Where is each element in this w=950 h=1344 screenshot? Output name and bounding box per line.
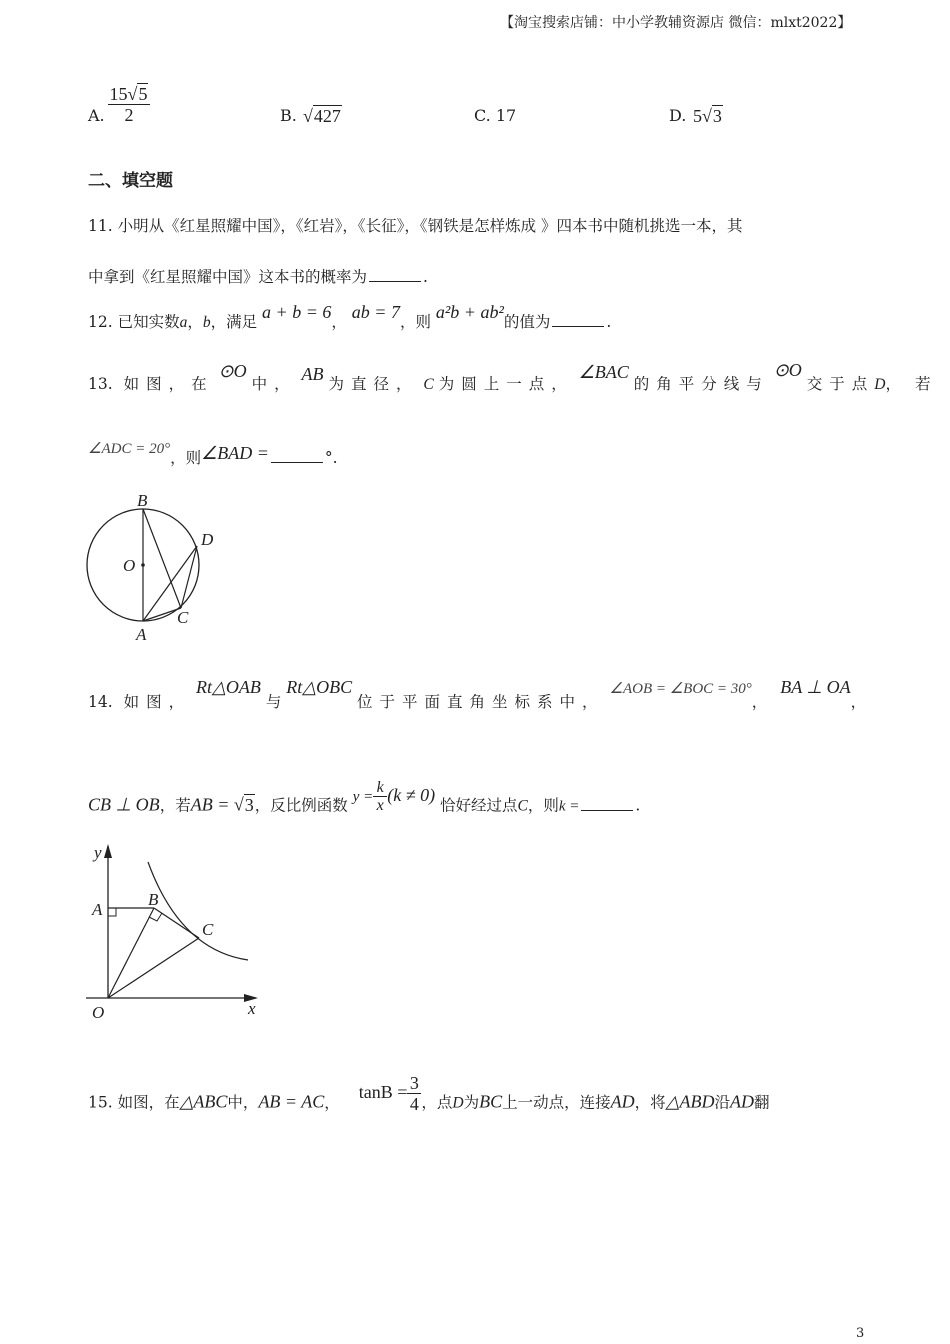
q15-word6: 沿	[714, 1093, 730, 1112]
q13-end: °.	[324, 449, 338, 467]
q14-line1	[88, 677, 867, 712]
q14-word3: 位于平面直角坐标系中，	[357, 693, 605, 711]
option-a-numerator: 15	[109, 84, 128, 104]
q13-word2: 中，	[251, 375, 297, 393]
option-d-coefficient: 5	[693, 106, 702, 126]
q12-comma: ，	[187, 313, 203, 331]
q14-func-k: k	[376, 779, 384, 796]
q13-label-b: B	[137, 491, 148, 510]
q13-center-dot	[141, 563, 145, 567]
q15-triangle-abc: △ABC	[179, 1091, 228, 1112]
q13-angle-adc: ∠ADC = 20°	[88, 441, 171, 457]
q14-ab-eq: AB =	[190, 794, 234, 815]
q14-label-b: B	[148, 890, 159, 909]
q12-var-a: a	[179, 314, 188, 331]
page-number: 3	[856, 1326, 865, 1341]
q15-tan-b: tanB =	[358, 1081, 408, 1102]
q13-then: ，则	[170, 449, 202, 467]
page-header: 【淘宝搜索店铺：中小学教辅资源店 微信：mlxt2022】	[500, 15, 852, 31]
q13-label-c: C	[177, 608, 189, 627]
q14-label-y: y	[94, 843, 102, 862]
q12-expression: a²b + ab²	[435, 302, 504, 322]
q14-line-oc	[108, 938, 199, 998]
q14-triangle-oab: Rt△OAB	[196, 677, 261, 697]
q13-line-ac	[143, 608, 181, 621]
q14-word4: ，若	[159, 796, 191, 815]
q13-line-ad	[143, 546, 197, 621]
option-b-radicand: 427	[313, 106, 341, 126]
q14-angles: ∠AOB = ∠BOC = 30°	[609, 681, 752, 697]
q13-d: D	[874, 376, 886, 393]
q14-hyperbola	[148, 862, 248, 960]
q15-triangle-abd: △ABD	[665, 1091, 715, 1112]
q13-circle-figure	[80, 488, 240, 648]
q15-word3: 为	[463, 1093, 480, 1112]
option-a-radicand: 5	[138, 84, 148, 104]
q15-word2: ，点	[421, 1093, 453, 1112]
q13-label-d: D	[201, 530, 214, 549]
q14-func-condition: (k ≠ 0)	[387, 784, 436, 805]
q13-word5: 的角平分线与	[633, 375, 769, 393]
option-a-denominator: 2	[108, 104, 150, 125]
q12-comma2: ，	[331, 313, 347, 331]
q14-ab-radicand: 3	[244, 794, 254, 815]
q15-comma: ，	[324, 1093, 340, 1112]
q13-line1	[88, 360, 945, 394]
option-b-label: B.	[280, 106, 297, 125]
q14-answer-blank[interactable]	[581, 809, 633, 811]
q12	[88, 302, 612, 332]
q13-circle-o: ⊙O	[218, 361, 247, 381]
q13-answer-blank[interactable]	[271, 461, 323, 463]
q14-line2: CB ⊥ OB，若AB = √3，反比例函数 y = $\frac{k}{x}$ (k ≠ 0) 恰好经过点C，则k = .	[88, 779, 641, 815]
q14-label-a: A	[92, 900, 103, 919]
q15	[88, 1073, 770, 1124]
q14-coordinate-figure	[82, 838, 272, 1028]
q14-word7: ，则	[527, 796, 559, 815]
q14-func-y: y =	[352, 788, 374, 805]
q12-end: .	[606, 313, 612, 331]
q14-word5: ，反比例函数	[254, 796, 348, 815]
q13-word3: 为直径，	[328, 375, 419, 393]
q14-word6: 恰好经过点	[440, 796, 518, 815]
q14-right-angle-a	[108, 908, 116, 916]
q13-ab: AB	[301, 364, 324, 384]
q15-word1: 中，	[227, 1093, 259, 1112]
q13-circle-o2: ⊙O	[773, 360, 802, 380]
q13-word4: 为圆上一点，	[438, 375, 574, 393]
q15-ab-eq-ac: AB = AC	[258, 1091, 325, 1112]
q15-ad2: AD	[730, 1091, 754, 1112]
q13-line2	[88, 441, 338, 468]
q14-label-x: x	[248, 999, 256, 1018]
q14-label-o: O	[92, 1003, 105, 1022]
q14-comma2: ，	[850, 693, 867, 711]
q14-line-ob	[108, 908, 154, 998]
q11-end: .	[423, 268, 428, 286]
q14-perp-cb-ob: CB ⊥ OB	[88, 794, 160, 815]
q14-number: 14.	[88, 693, 113, 711]
q13-label-a: A	[136, 625, 147, 644]
q14-perp-ba-oa: BA ⊥ OA	[780, 677, 851, 697]
q14-triangle-obc: Rt△OBC	[286, 677, 353, 697]
q13-number: 13.	[88, 375, 113, 393]
q13-word7: ，若	[885, 375, 945, 393]
q15-tan-numerator: 3	[409, 1073, 419, 1093]
option-a-label: A.	[88, 106, 105, 125]
q12-var-b: b	[202, 314, 211, 331]
q15-d: D	[452, 1094, 464, 1112]
option-a-value: $\frac{15√5}{2}$	[108, 84, 150, 125]
q13-word6: 交于点	[806, 375, 875, 393]
q14-y-arrow	[104, 844, 112, 858]
q13-word1: 如图，在	[123, 375, 214, 393]
q14-c: C	[517, 797, 528, 815]
q14-word1: 如图，	[123, 693, 192, 711]
q12-equation2: ab = 7	[351, 302, 400, 322]
q15-ad: AD	[610, 1091, 635, 1112]
q13-line-bc	[143, 509, 181, 608]
option-c: C. 17	[474, 106, 517, 125]
option-d-label: D.	[669, 106, 687, 125]
q12-text3: 的值为	[503, 313, 551, 331]
section-title: 二、填空题	[88, 171, 173, 191]
q14-k-eq: k =	[558, 798, 580, 815]
q15-bc: BC	[479, 1091, 503, 1112]
q14-end: .	[635, 796, 641, 815]
q15-prefix: 15. 如图，在	[88, 1093, 180, 1112]
option-b-value: √427	[303, 106, 341, 126]
q11-answer-blank[interactable]	[369, 280, 421, 282]
q12-text1: ，满足	[210, 313, 258, 331]
q12-prefix: 12. 已知实数	[88, 313, 180, 331]
q11-line2	[88, 265, 428, 287]
q14-label-c: C	[202, 920, 214, 939]
q15-tan-denominator: 4	[407, 1093, 421, 1114]
q12-text2: ，则	[399, 313, 431, 331]
q14-func-x: x	[373, 796, 387, 814]
q11-line1: 11. 小明从《红星照耀中国》，《红岩》，《长征》，《钢铁是怎样炼成 》四本书中随机挑选一本，其	[88, 217, 743, 235]
option-d-value: 5√3	[693, 106, 722, 126]
q15-word7: 翻	[754, 1093, 770, 1112]
q15-word4: 上一动点，连接	[502, 1093, 611, 1112]
option-d-radicand: 3	[712, 106, 722, 126]
q13-angle-bac: ∠BAC	[578, 362, 629, 382]
q14-word2: 与	[265, 693, 282, 711]
q12-equation1: a + b = 6	[262, 302, 332, 322]
q15-word5: ，将	[634, 1093, 666, 1112]
q14-comma1: ，	[751, 693, 768, 711]
q13-c: C	[423, 376, 434, 393]
q12-answer-blank[interactable]	[552, 325, 604, 327]
q11-text: 中拿到《红星照耀中国》这本书的概率为	[88, 268, 368, 286]
q13-label-o: O	[123, 556, 136, 575]
q13-angle-bad: ∠BAD =	[201, 443, 269, 463]
q13-line-cd	[181, 546, 197, 608]
